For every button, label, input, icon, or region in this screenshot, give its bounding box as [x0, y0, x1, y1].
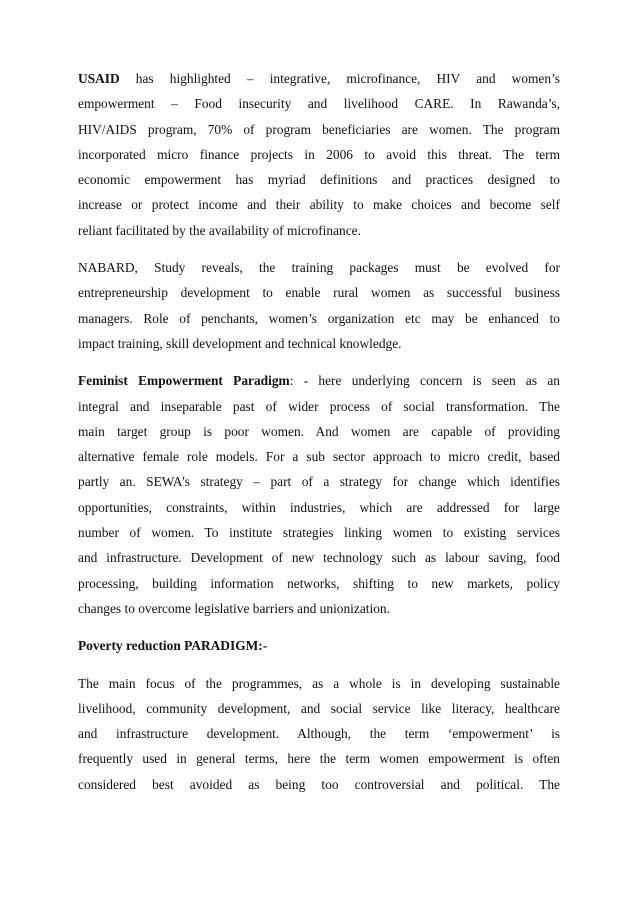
- section-heading-poverty-reduction: Poverty reduction PARADIGM:-: [78, 638, 268, 654]
- text-line: number of women. To institute strategies linking women to existing services: [78, 525, 560, 541]
- text-line: Feminist Empowerment Paradigm: - here underlying concern is seen as an: [78, 373, 560, 389]
- text-line: alternative female role models. For a sub sector approach to micro credit, based: [78, 449, 560, 465]
- text-line: HIV/AIDS program, 70% of program beneficiaries are women. The program: [78, 121, 560, 137]
- text-line: impact training, skill development and technical knowledge.: [78, 335, 402, 351]
- text-line: entrepreneurship development to enable rural women as successful business: [78, 285, 560, 301]
- document-page: [78, 66, 560, 809]
- text-line: considered best avoided as being too controversial and political. The: [78, 776, 560, 792]
- text-line: partly an. SEWA’s strategy – part of a strategy for change which identifies: [78, 474, 560, 490]
- text-line: integral and inseparable past of wider process of social transformation. The: [78, 398, 560, 414]
- inline-heading-usaid: USAID: [78, 71, 120, 86]
- text-line: NABARD, Study reveals, the training packages must be evolved for: [78, 260, 560, 276]
- text-line: increase or protect income and their ability to make choices and become self: [78, 197, 560, 213]
- paragraph-feminist-paradigm: [78, 368, 560, 621]
- paragraph-usaid: [78, 66, 560, 243]
- text-line: opportunities, constraints, within industries, which are addressed for large: [78, 499, 560, 515]
- paragraph-poverty-reduction: [78, 671, 560, 797]
- text-line: incorporated micro finance projects in 2006 to avoid this threat. The term: [78, 146, 560, 162]
- text-line: economic empowerment has myriad definitions and practices designed to: [78, 172, 560, 188]
- text-line: livelihood, community development, and social service like literacy, healthcare: [78, 700, 560, 716]
- text-line: changes to overcome legislative barriers and unionization.: [78, 600, 390, 616]
- text-line: main target group is poor women. And women are capable of providing: [78, 423, 560, 439]
- text-line: USAID has highlighted – integrative, microfinance, HIV and women’s: [78, 71, 560, 86]
- text-line: reliant facilitated by the availability of microfinance.: [78, 222, 361, 238]
- text-line: frequently used in general terms, here the term women empowerment is often: [78, 751, 560, 767]
- text-line: and infrastructure. Development of new technology such as labour saving, food: [78, 550, 560, 566]
- text-line: The main focus of the programmes, as a whole is in developing sustainable: [78, 675, 560, 691]
- text-line: and infrastructure development. Although, the term ‘empowerment’ is: [78, 726, 560, 742]
- paragraph-nabard: [78, 255, 560, 356]
- text-line: managers. Role of penchants, women’s organization etc may be enhanced to: [78, 310, 560, 326]
- text-line: processing, building information networks, shifting to new markets, policy: [78, 575, 560, 591]
- inline-heading-feminist: Feminist Empowerment Paradigm: [78, 373, 290, 389]
- text-line: empowerment – Food insecurity and livelihood CARE. In Rawanda’s,: [78, 96, 560, 112]
